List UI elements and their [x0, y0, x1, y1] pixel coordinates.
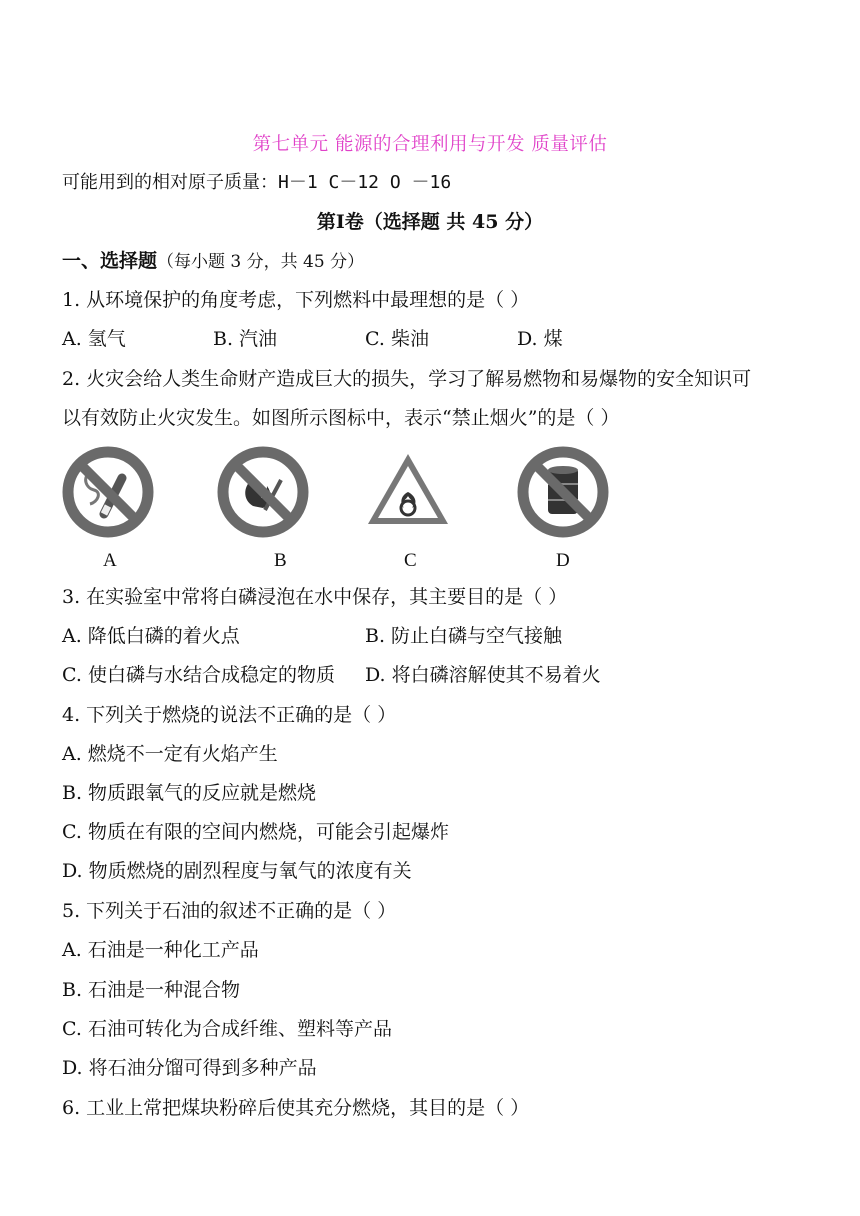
- part-heading-row: [62, 248, 364, 275]
- no-open-flame-icon[interactable]: [215, 444, 311, 540]
- no-flammable-barrel-icon[interactable]: [515, 444, 611, 540]
- icon-label-d: D: [556, 550, 570, 571]
- icon-label-b: B: [274, 550, 287, 571]
- question-6-stem: 6. 工业上常把煤块粉碎后使其充分燃烧，其目的是（ ）: [62, 1097, 530, 1119]
- question-5-stem: 5. 下列关于石油的叙述不正确的是（ ）: [62, 900, 397, 922]
- q4-option-b[interactable]: B. 物质跟氧气的反应就是燃烧: [62, 782, 317, 804]
- q5-option-d[interactable]: D. 将石油分馏可得到多种产品: [62, 1057, 317, 1079]
- q4-option-d[interactable]: D. 物质燃烧的剧烈程度与氧气的浓度有关: [62, 860, 412, 882]
- q5-option-a[interactable]: A. 石油是一种化工产品: [62, 939, 259, 961]
- q3-option-c[interactable]: C. 使白磷与水结合成稳定的物质: [62, 664, 335, 686]
- q1-option-a[interactable]: A. 氢气: [62, 328, 126, 350]
- q3-option-d[interactable]: D. 将白磷溶解使其不易着火: [365, 664, 601, 686]
- atomic-mass-note: 可能用到的相对原子质量：H－1 C－12 O －16: [62, 172, 452, 193]
- no-smoking-icon[interactable]: [60, 444, 156, 540]
- unit-title: 第七单元 能源的合理利用与开发 质量评估: [252, 134, 608, 155]
- icon-label-a: A: [103, 550, 117, 571]
- q1-option-b[interactable]: B. 汽油: [213, 328, 278, 350]
- q4-option-c[interactable]: C. 物质在有限的空间内燃烧，可能会引起爆炸: [62, 821, 449, 843]
- section-heading: 第Ⅰ卷（选择题 共 45 分）: [316, 211, 544, 233]
- oxidizer-warning-icon[interactable]: [360, 444, 456, 540]
- question-2-stem-line2: 以有效防止火灾发生。如图所示图标中，表示“禁止烟火”的是（ ）: [62, 407, 620, 429]
- q3-option-b[interactable]: B. 防止白磷与空气接触: [365, 625, 563, 647]
- question-4-stem: 4. 下列关于燃烧的说法不正确的是（ ）: [62, 704, 397, 726]
- q5-option-c[interactable]: C. 石油可转化为合成纤维、塑料等产品: [62, 1018, 392, 1040]
- question-3-stem: 3. 在实验室中常将白磷浸泡在水中保存，其主要目的是（ ）: [62, 586, 568, 608]
- part-note: （每小题 3 分，共 45 分）: [157, 252, 365, 272]
- q1-option-c[interactable]: C. 柴油: [365, 328, 429, 350]
- q5-option-b[interactable]: B. 石油是一种混合物: [62, 979, 241, 1001]
- question-1-stem: 1. 从环境保护的角度考虑，下列燃料中最理想的是（ ）: [62, 289, 530, 311]
- icon-label-c: C: [404, 550, 417, 571]
- q1-option-d[interactable]: D. 煤: [517, 328, 563, 350]
- question-2-stem-line1: 2. 火灾会给人类生命财产造成巨大的损失，学习了解易燃物和易爆物的安全知识可: [62, 368, 752, 390]
- q3-option-a[interactable]: A. 降低白磷的着火点: [62, 625, 240, 647]
- part-heading: 一、选择题: [62, 250, 158, 272]
- q4-option-a[interactable]: A. 燃烧不一定有火焰产生: [62, 743, 278, 765]
